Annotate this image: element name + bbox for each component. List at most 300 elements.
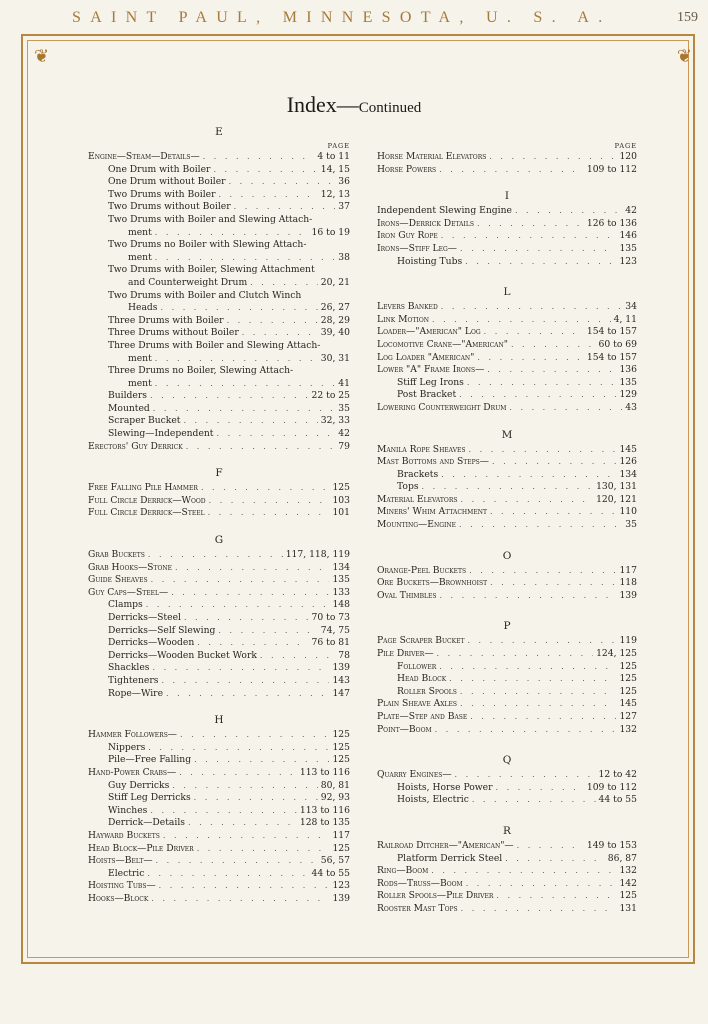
dot-leader bbox=[153, 403, 336, 416]
index-entry bbox=[88, 868, 350, 881]
entry-label: Free Falling Pile Hammer bbox=[88, 482, 198, 494]
entry-label: Lowering Counterweight Drum bbox=[377, 401, 507, 413]
dot-leader bbox=[487, 364, 616, 377]
dot-leader bbox=[155, 353, 318, 366]
entry-page: 135 bbox=[619, 242, 637, 254]
entry-label: Two Drums with Boiler bbox=[108, 188, 216, 200]
entry-label: Plain Sheave Axles bbox=[377, 698, 457, 710]
entry-page: 14, 15 bbox=[320, 163, 350, 175]
entry-page: 123 bbox=[332, 880, 350, 892]
dot-leader bbox=[179, 767, 297, 780]
entry-page: 125 bbox=[332, 754, 350, 766]
dot-leader bbox=[209, 495, 330, 508]
entry-page: 110 bbox=[619, 506, 637, 518]
entry-page: 148 bbox=[332, 599, 350, 611]
entry-page: 123 bbox=[619, 255, 637, 267]
dot-leader bbox=[460, 243, 616, 256]
entry-page: 44 to 55 bbox=[598, 794, 637, 806]
entry-page: 147 bbox=[332, 687, 350, 699]
dot-leader bbox=[155, 252, 336, 265]
index-entry bbox=[377, 565, 637, 578]
index-entry bbox=[377, 577, 637, 590]
index-entry bbox=[88, 562, 350, 575]
entry-page: 132 bbox=[619, 723, 637, 735]
entry-label: Nippers bbox=[108, 741, 146, 753]
entry-page: 34 bbox=[625, 301, 637, 313]
index-column-left bbox=[88, 122, 350, 905]
index-entry bbox=[377, 402, 637, 415]
entry-label: Electric bbox=[108, 867, 145, 879]
index-entry bbox=[88, 843, 350, 856]
entry-page: 79 bbox=[338, 440, 350, 452]
entry-label: Roller Spools—Pile Driver bbox=[377, 890, 494, 902]
entry-page: 117, 118, 119 bbox=[285, 549, 350, 561]
entry-page: 133 bbox=[332, 586, 350, 598]
entry-label: Manila Rope Sheaves bbox=[377, 443, 466, 455]
dot-leader bbox=[469, 444, 617, 457]
index-entry bbox=[377, 364, 637, 377]
entry-page: 80, 81 bbox=[320, 779, 350, 791]
entry-page: 125 bbox=[619, 673, 637, 685]
entry-page: 125 bbox=[619, 890, 637, 902]
index-entry bbox=[88, 252, 350, 265]
dot-leader bbox=[150, 390, 309, 403]
dot-leader bbox=[156, 855, 318, 868]
index-entry bbox=[88, 189, 350, 202]
entry-page: 125 bbox=[619, 685, 637, 697]
entry-page: 74, 75 bbox=[320, 624, 350, 636]
index-entry bbox=[88, 277, 350, 290]
index-column-right bbox=[377, 122, 637, 916]
index-entry bbox=[377, 661, 637, 674]
index-entry bbox=[377, 230, 637, 243]
entry-label: Two Drums with Boiler, Slewing Attachment bbox=[108, 264, 315, 276]
entry-label: Independent Slewing Engine bbox=[377, 205, 512, 217]
dot-leader bbox=[213, 164, 317, 177]
entry-page: 127 bbox=[619, 711, 637, 722]
entry-page: 36 bbox=[338, 176, 350, 188]
entry-label: Pile Driver— bbox=[377, 648, 434, 660]
index-entry bbox=[377, 326, 637, 339]
entry-page: 145 bbox=[619, 443, 637, 455]
index-entry bbox=[377, 352, 637, 365]
entry-page: 149 to 153 bbox=[586, 839, 637, 851]
index-entry bbox=[88, 390, 350, 403]
entry-page: 12 to 42 bbox=[598, 769, 637, 781]
index-entry bbox=[88, 817, 350, 830]
dot-leader bbox=[505, 853, 605, 866]
dot-leader bbox=[469, 565, 616, 578]
dot-leader bbox=[218, 625, 317, 638]
index-entry bbox=[88, 574, 350, 587]
entry-label: Railroad Ditcher—"American"— bbox=[377, 839, 514, 851]
index-entry bbox=[377, 673, 637, 686]
dot-leader bbox=[517, 840, 584, 853]
entry-label: Clamps bbox=[108, 599, 143, 611]
entry-label: Hoists, Horse Power bbox=[397, 781, 493, 793]
entry-page: 109 to 112 bbox=[586, 163, 637, 175]
entry-page: 39, 40 bbox=[320, 327, 350, 339]
dot-leader bbox=[439, 590, 616, 603]
entry-label: Horse Powers bbox=[377, 163, 437, 175]
entry-label: Full Circle Derrick—Wood bbox=[88, 494, 206, 506]
entry-label: Link Motion bbox=[377, 313, 429, 325]
index-entry bbox=[377, 164, 637, 177]
section-letter: H bbox=[214, 714, 224, 727]
index-entry bbox=[377, 853, 637, 866]
dot-leader bbox=[472, 794, 596, 807]
index-entry bbox=[377, 724, 637, 737]
entry-label: ment bbox=[128, 352, 152, 364]
entry-label: Hoisting Tubs— bbox=[88, 880, 156, 892]
dot-leader bbox=[432, 314, 611, 327]
entry-label: One Drum without Boiler bbox=[108, 176, 226, 188]
dot-leader bbox=[461, 903, 617, 916]
dot-leader bbox=[496, 890, 616, 903]
entry-label: Three Drums no Boiler, Slewing Attach- bbox=[108, 365, 294, 377]
dot-leader bbox=[511, 339, 596, 352]
entry-page: 38 bbox=[338, 251, 350, 263]
index-entry bbox=[88, 441, 350, 454]
corner-ornament-icon: ❦ bbox=[34, 46, 50, 67]
entry-page: 103 bbox=[332, 494, 350, 506]
dot-leader bbox=[147, 868, 308, 881]
entry-label: Ore Buckets—Brownhoist bbox=[377, 577, 488, 589]
entry-label: Derrick—Details bbox=[108, 817, 185, 829]
dot-leader bbox=[490, 506, 617, 519]
index-entry bbox=[377, 218, 637, 231]
index-entry bbox=[88, 599, 350, 612]
entry-label: Derricks—Wooden Bucket Work bbox=[108, 649, 257, 661]
dot-leader bbox=[155, 378, 336, 391]
entry-page: 30, 31 bbox=[320, 352, 350, 364]
section-letter: Q bbox=[502, 754, 512, 767]
entry-label: Lower "A" Frame Irons— bbox=[377, 364, 485, 376]
entry-page: 125 bbox=[332, 741, 350, 753]
index-entry bbox=[88, 164, 350, 177]
entry-page: 12, 13 bbox=[320, 188, 350, 200]
index-entry bbox=[88, 780, 350, 793]
entry-page: 4, 11 bbox=[613, 313, 637, 325]
entry-label: Derricks—Wooden bbox=[108, 637, 195, 649]
page-title bbox=[0, 92, 708, 118]
dot-leader bbox=[217, 428, 336, 441]
entry-page: 35 bbox=[625, 519, 637, 531]
index-entry bbox=[88, 365, 350, 378]
entry-page: 154 to 157 bbox=[586, 351, 637, 363]
entry-page: 16 to 19 bbox=[311, 226, 350, 238]
entry-label: Derricks—Self Slewing bbox=[108, 624, 216, 636]
running-head-text: SAINT PAUL, MINNESOTA, U. S. A. bbox=[72, 9, 612, 26]
section-letter: R bbox=[503, 824, 511, 837]
entry-label: Mounting—Engine bbox=[377, 519, 456, 531]
dot-leader bbox=[460, 494, 593, 507]
dot-leader bbox=[489, 151, 616, 164]
dot-leader bbox=[218, 189, 317, 202]
entry-label: Rods—Truss—Boom bbox=[377, 877, 463, 889]
page-column-header: PAGE bbox=[327, 142, 350, 150]
entry-label: Two Drums without Boiler bbox=[108, 201, 231, 213]
entry-page: 56, 57 bbox=[320, 855, 350, 867]
index-entry bbox=[88, 302, 350, 315]
entry-page: 113 to 116 bbox=[299, 766, 350, 778]
entry-label: Roller Spools bbox=[397, 685, 457, 697]
title-main: Index bbox=[286, 92, 337, 117]
index-entry bbox=[88, 805, 350, 818]
entry-page: 126 bbox=[619, 456, 637, 468]
entry-page: 135 bbox=[332, 574, 350, 586]
entry-page: 42 bbox=[338, 428, 350, 440]
dot-leader bbox=[172, 780, 317, 793]
entry-label: Hooks—Block bbox=[88, 892, 149, 904]
dot-leader bbox=[148, 549, 283, 562]
entry-label: Three Drums with Boiler bbox=[108, 314, 224, 326]
index-entry bbox=[88, 353, 350, 366]
dot-leader bbox=[161, 302, 318, 315]
entry-label: Grab Hooks—Stone bbox=[88, 561, 172, 573]
entry-page: 119 bbox=[619, 635, 637, 647]
index-entry bbox=[88, 754, 350, 767]
index-entry bbox=[88, 176, 350, 189]
index-entry bbox=[88, 151, 350, 164]
entry-label: Follower bbox=[397, 660, 437, 672]
index-entry bbox=[377, 698, 637, 711]
entry-label: Horse Material Elevators bbox=[377, 151, 487, 162]
entry-page: 139 bbox=[332, 892, 350, 904]
entry-label: Loader—"American" Log bbox=[377, 326, 481, 338]
index-entry bbox=[88, 264, 350, 277]
index-entry bbox=[88, 482, 350, 495]
section-letter: G bbox=[214, 534, 224, 547]
index-entry bbox=[88, 625, 350, 638]
dot-leader bbox=[201, 482, 330, 495]
entry-label: Guy Derricks bbox=[108, 779, 170, 791]
entry-label: Engine—Steam—Details— bbox=[88, 151, 200, 162]
dot-leader bbox=[496, 782, 584, 795]
index-entry bbox=[377, 377, 637, 390]
index-entry bbox=[377, 686, 637, 699]
dot-leader bbox=[477, 352, 583, 365]
index-entry bbox=[377, 205, 637, 218]
entry-page: 131 bbox=[619, 902, 637, 914]
entry-label: Oval Thimbles bbox=[377, 589, 437, 601]
index-entry bbox=[377, 519, 637, 532]
entry-label: Levers Banked bbox=[377, 301, 438, 313]
index-entry bbox=[88, 327, 350, 340]
entry-page: 44 to 55 bbox=[311, 867, 350, 879]
dot-leader bbox=[509, 402, 622, 415]
entry-label: Guy Caps—Steel— bbox=[88, 586, 169, 598]
index-entry bbox=[377, 256, 637, 269]
entry-label: Hayward Buckets bbox=[88, 829, 160, 841]
dot-leader bbox=[467, 377, 617, 390]
entry-label: Rope—Wire bbox=[108, 687, 164, 699]
entry-page: 134 bbox=[332, 561, 350, 573]
index-entry bbox=[88, 507, 350, 520]
dot-leader bbox=[492, 456, 616, 469]
index-entry bbox=[88, 214, 350, 227]
dot-leader bbox=[441, 469, 616, 482]
dot-leader bbox=[465, 256, 616, 269]
entry-page: 132 bbox=[619, 865, 637, 877]
index-entry bbox=[377, 301, 637, 314]
index-entry bbox=[88, 893, 350, 906]
dot-leader bbox=[194, 792, 318, 805]
entry-page: 86, 87 bbox=[607, 852, 637, 864]
entry-label: Winches bbox=[108, 804, 148, 816]
index-entry bbox=[88, 378, 350, 391]
index-entry bbox=[377, 243, 637, 256]
dot-leader bbox=[455, 769, 596, 782]
entry-label: Irons—Derrick Details bbox=[377, 217, 474, 229]
dot-leader bbox=[203, 151, 315, 164]
index-entry bbox=[377, 903, 637, 916]
index-entry bbox=[377, 840, 637, 853]
entry-label: Guide Sheaves bbox=[88, 574, 148, 586]
dot-leader bbox=[155, 227, 309, 240]
entry-label: Hoists, Electric bbox=[397, 794, 469, 806]
dot-leader bbox=[180, 729, 329, 742]
entry-page: 4 to 11 bbox=[317, 151, 350, 162]
entry-label: Tighteners bbox=[108, 674, 159, 686]
dot-leader bbox=[441, 301, 623, 314]
dot-leader bbox=[470, 711, 616, 724]
dot-leader bbox=[441, 230, 617, 243]
page-number: 159 bbox=[677, 10, 698, 25]
index-entry bbox=[88, 239, 350, 252]
entry-page: 32, 33 bbox=[320, 415, 350, 427]
entry-label: Hammer Followers— bbox=[88, 729, 177, 741]
entry-page: 120, 121 bbox=[596, 493, 637, 505]
entry-page: 101 bbox=[332, 507, 350, 519]
dot-leader bbox=[153, 662, 330, 675]
index-entry bbox=[377, 865, 637, 878]
index-entry bbox=[88, 742, 350, 755]
dot-leader bbox=[490, 577, 616, 590]
entry-page: 22 to 25 bbox=[311, 390, 350, 402]
dot-leader bbox=[242, 327, 318, 340]
index-entry bbox=[88, 830, 350, 843]
dot-leader bbox=[197, 843, 330, 856]
entry-label: Pile—Free Falling bbox=[108, 754, 192, 766]
index-entry bbox=[377, 635, 637, 648]
entry-label: Derricks—Steel bbox=[108, 612, 181, 623]
entry-label: Tops bbox=[397, 481, 419, 493]
index-entry bbox=[377, 469, 637, 482]
dot-leader bbox=[146, 599, 330, 612]
entry-label: ment bbox=[128, 226, 152, 238]
entry-page: 35 bbox=[338, 402, 350, 414]
entry-label: Stiff Leg Derricks bbox=[108, 792, 191, 804]
index-entry bbox=[377, 711, 637, 724]
entry-label: Three Drums with Boiler and Slewing Attach- bbox=[108, 339, 321, 351]
dot-leader bbox=[437, 648, 594, 661]
index-entry bbox=[377, 314, 637, 327]
index-entry bbox=[377, 494, 637, 507]
index-entry bbox=[88, 428, 350, 441]
entry-label: Post Bracket bbox=[397, 389, 457, 401]
dot-leader bbox=[183, 415, 317, 428]
index-entry bbox=[88, 340, 350, 353]
entry-label: Hoists—Belt— bbox=[88, 855, 153, 867]
index-entry bbox=[88, 662, 350, 675]
entry-page: 117 bbox=[619, 564, 637, 576]
entry-label: Hoisting Tubs bbox=[397, 255, 463, 267]
dot-leader bbox=[466, 878, 617, 891]
entry-label: Shackles bbox=[108, 662, 150, 674]
entry-label: Slewing—Independent bbox=[108, 428, 214, 440]
section-letter: I bbox=[504, 190, 510, 203]
entry-label: Orange-Peel Buckets bbox=[377, 564, 467, 576]
dot-leader bbox=[171, 587, 329, 600]
entry-page: 142 bbox=[619, 877, 637, 889]
dot-leader bbox=[439, 661, 616, 674]
index-entry bbox=[88, 855, 350, 868]
entry-page: 125 bbox=[332, 482, 350, 494]
dot-leader bbox=[431, 865, 616, 878]
entry-page: 117 bbox=[332, 829, 350, 841]
entry-page: 136 bbox=[619, 364, 637, 376]
dot-leader bbox=[484, 326, 584, 339]
dot-leader bbox=[161, 675, 329, 688]
entry-label: Plate—Step and Base bbox=[377, 711, 468, 722]
dot-leader bbox=[260, 650, 335, 663]
entry-page: 113 to 116 bbox=[299, 804, 350, 816]
running-head bbox=[0, 9, 708, 31]
dot-leader bbox=[175, 562, 329, 575]
entry-label: Log Loader "American" bbox=[377, 351, 475, 363]
entry-page: 139 bbox=[332, 662, 350, 674]
dot-leader bbox=[166, 688, 329, 701]
entry-label: Brackets bbox=[397, 468, 439, 480]
entry-page: 26, 27 bbox=[320, 302, 350, 314]
dot-leader bbox=[467, 635, 616, 648]
index-entry bbox=[377, 389, 637, 402]
entry-label: Head Block—Pile Driver bbox=[88, 842, 194, 854]
entry-page: 134 bbox=[619, 468, 637, 480]
entry-page: 129 bbox=[619, 389, 637, 401]
dot-leader bbox=[515, 205, 622, 218]
index-entry bbox=[377, 794, 637, 807]
dot-leader bbox=[188, 817, 297, 830]
dot-leader bbox=[460, 686, 617, 699]
entry-page: 125 bbox=[332, 729, 350, 741]
index-entry bbox=[88, 612, 350, 625]
entry-label: Page Scraper Bucket bbox=[377, 635, 465, 647]
entry-page: 42 bbox=[625, 205, 637, 217]
section-letter: L bbox=[503, 286, 511, 299]
entry-page: 130, 131 bbox=[596, 481, 637, 493]
dot-leader bbox=[151, 893, 329, 906]
entry-label: Scraper Bucket bbox=[108, 415, 181, 427]
dot-leader bbox=[250, 277, 318, 290]
entry-label: ment bbox=[128, 251, 152, 263]
entry-label: Three Drums without Boiler bbox=[108, 327, 239, 339]
index-entry bbox=[88, 549, 350, 562]
entry-page: 92, 93 bbox=[320, 792, 350, 804]
index-entry bbox=[377, 506, 637, 519]
dot-leader bbox=[208, 507, 330, 520]
index-entry bbox=[88, 495, 350, 508]
dot-leader bbox=[422, 481, 594, 494]
index-entry bbox=[377, 444, 637, 457]
entry-page: 145 bbox=[619, 698, 637, 710]
entry-label: Point—Boom bbox=[377, 723, 432, 735]
entry-page: 28, 29 bbox=[320, 314, 350, 326]
index-entry bbox=[377, 769, 637, 782]
entry-label: Platform Derrick Steel bbox=[397, 852, 503, 864]
dot-leader bbox=[459, 519, 622, 532]
